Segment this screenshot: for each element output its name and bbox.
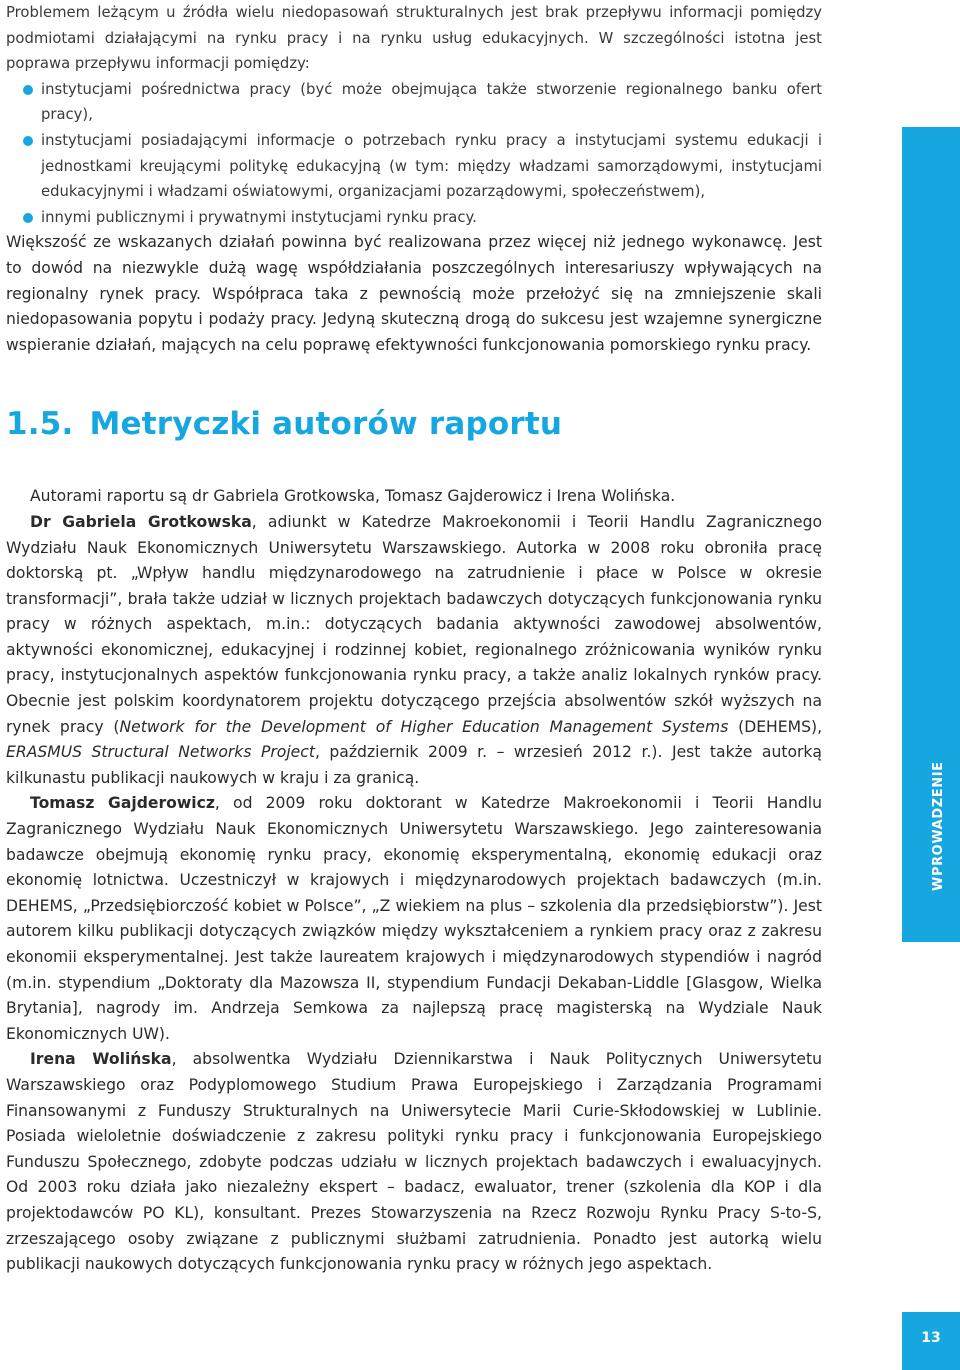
author-name: Irena Wolińska	[30, 1050, 172, 1069]
intro-closing-paragraph: Większość ze wskazanych działań powinna być realizowana przez więcej niż jednego wykonawcę. Jest to dowód na niezwykle dużą wagę współdziałania poszczególnych interesariuszy wpływających na regionalny rynek pracy. Współpraca taka z pewnością może przełożyć się na zmniejszenie skali niedopasowania popytu i podaży pracy. Jedyną skuteczną drogą do sukcesu jest wzajemne synergiczne wspieranie działań, mających na celu poprawę efektywności funkcjonowania pomorskiego rynku pracy.	[6, 233, 822, 354]
project-name: ERASMUS Structural Networks Project	[6, 743, 315, 762]
authors-intro-paragraph: Autorami raportu są dr Gabriela Grotkowska, Tomasz Gajderowicz i Irena Wolińska.	[30, 487, 676, 506]
intro-paragraph: Problemem leżącym u źródła wielu niedopasowań strukturalnych jest brak przepływu informacji pomiędzy podmiotami działającymi na rynku pracy i na rynku usług edukacyjnych. W szczególności istotna jest poprawa przepływu informacji pomiędzy:	[6, 4, 822, 73]
author-bio-grotkowska	[6, 510, 822, 792]
page-number-box	[902, 1312, 960, 1370]
project-name: Network for the Development of Higher Education Management Systems	[119, 717, 729, 736]
section-title: Metryczki autorów raportu	[89, 406, 563, 443]
author-name: Dr Gabriela Grotkowska	[30, 512, 252, 531]
page-number: 13	[921, 1330, 941, 1346]
author-bio-text: (DEHEMS),	[728, 717, 823, 736]
author-bio-gajderowicz	[6, 791, 822, 1047]
chapter-tab-label: WPROWADZENIE	[931, 761, 946, 891]
author-bio-text: , adiunkt w Katedrze Makroekonomii i Teorii Handlu Zagranicznego Wydziału Nauk Ekonomicznych Uniwersytetu Warszawskiego. Autorka w 2008 roku obroniła pracę doktorską pt. „Wpływ handlu międzynarodowego na zatrudnienie i płace w Polsce w okresie transformacji”, brała także udział w licznych projektach badawczych dotyczących funkcjonowania rynku pracy w różnych aspektach, m.in.: dotyczących badania aktywności zawodowej absolwentów, aktywności ekonomicznej, edukacyjnej i rodzinnej kobiet, regionalnego zróżnicowania wyników rynku pracy, instytucjonalnych aspektów funkcjonowania rynku pracy, a także analiz lokalnych rynków pracy. Obecnie jest polskim koordynatorem projektu dotyczącego przejścia absolwentów szkół wyższych na rynek pracy (	[6, 512, 823, 736]
author-bio-text: , od 2009 roku doktorant w Katedrze Makroekonomii i Teorii Handlu Zagranicznego Wydziału Nauk Ekonomicznych Uniwersytetu Warszawskiego. Jego zainteresowania badawcze obejmują ekonomię rynku pracy, ekonomię eksperymentalną, ekonomię edukacji oraz ekonomię lotnictwa. Uczestniczył w krajowych i międzynarodowych projektach badawczych (m.in. DEHEMS, „Przedsiębiorczość kobiet w Polsce”, „Z wiekiem na plus – szkolenia dla przedsiębiorstw”). Jest autorem kilku publikacji dotyczących związków między wykształceniem a rynkiem pracy oraz z zakresu ekonomii eksperymentalnej. Jest także laureatem krajowych i międzynarodowych stypendiów i nagród (m.in. stypendium „Doktoraty dla Mazowsza II, stypendium Fundacji Dekaban-Liddle [Glasgow, Wielka Brytania], nagrody im. Andrzeja Semkowa za najlepszą pracę magisterską na Wydziale Nauk Ekonomicznych UW).	[6, 794, 822, 1043]
section-number: 1.5.	[6, 406, 74, 443]
author-bio-text: , październik 2009 r. – wrzesień 2012 r.). Jest także autorką kilkunastu publikacji naukowych w kraju i za granicą.	[6, 743, 822, 787]
author-bio-wolinska	[6, 1047, 822, 1277]
author-name: Tomasz Gajderowicz	[30, 794, 215, 813]
page-content	[6, 0, 822, 1278]
list-item: innymi publicznymi i prywatnymi instytucjami rynku pracy.	[23, 205, 822, 231]
intro-bullet-list	[6, 77, 822, 231]
chapter-side-tab	[902, 127, 960, 942]
list-item: instytucjami posiadającymi informacje o potrzebach rynku pracy a instytucjami systemu edukacji i jednostkami kreującymi politykę edukacyjną (w tym: między władzami samorządowymi, instytucjami edukacyjnymi i władzami oświatowymi, organizacjami pozarządowymi, społeczeństwem),	[23, 128, 822, 205]
author-bio-text: , absolwentka Wydziału Dziennikarstwa i Nauk Politycznych Uniwersytetu Warszawskiego oraz Podyplomowego Studium Prawa Europejskiego i Zarządzania Programami Finansowanymi z Funduszy Strukturalnych na Uniwersytecie Marii Curie-Skłodowskiej w Lublinie. Posiada wieloletnie doświadczenie z zakresu polityki rynku pracy i funkcjonowania Europejskiego Funduszu Społecznego, zdobyte podczas udziału w licznych projektach badawczych i ewaluacyjnych. Od 2003 roku działa jako niezależny ekspert – badacz, ewaluator, trener (szkolenia dla KOP i dla projektodawców PO KL), konsultant. Prezes Stowarzyszenia na Rzecz Rozwoju Rynku Pracy S-to-S, zrzeszającego osoby związane z publicznymi służbami zatrudnienia. Ponadto jest autorką wielu publikacji naukowych dotyczących funkcjonowania rynku pracy w różnych jego aspektach.	[6, 1050, 822, 1274]
list-item: instytucjami pośrednictwa pracy (być może obejmująca także stworzenie regionalnego banku ofert pracy),	[23, 77, 822, 128]
section-heading	[6, 404, 822, 444]
